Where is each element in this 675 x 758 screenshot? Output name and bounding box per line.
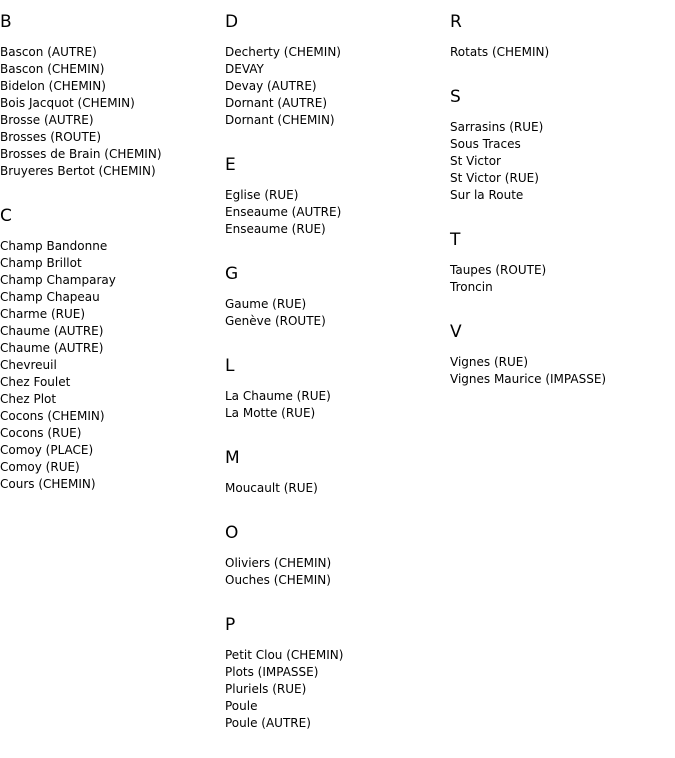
street-link[interactable]: Sarrasins (RUE) [450, 120, 544, 134]
street-link[interactable]: Bascon (CHEMIN) [0, 62, 105, 76]
letter-group-p [225, 615, 445, 732]
street-link[interactable]: Bidelon (CHEMIN) [0, 79, 106, 93]
street-link[interactable]: La Chaume (RUE) [225, 389, 331, 403]
letter-heading: M [225, 448, 240, 468]
street-link[interactable]: Rotats (CHEMIN) [450, 45, 550, 59]
letter-heading: E [225, 155, 236, 175]
street-link[interactable]: Pluriels (RUE) [225, 682, 307, 696]
street-link[interactable]: Champ Bandonne [0, 239, 108, 253]
street-link[interactable]: Champ Brillot [0, 256, 82, 270]
street-link[interactable]: Chaume (AUTRE) [0, 341, 104, 355]
street-link[interactable]: Sur la Route [450, 188, 524, 202]
street-link[interactable]: Poule [225, 699, 258, 713]
street-link[interactable]: Champ Chapeau [0, 290, 100, 304]
street-link[interactable]: La Motte (RUE) [225, 406, 316, 420]
street-link[interactable]: Poule (AUTRE) [225, 716, 311, 730]
street-list [225, 44, 445, 129]
street-list [450, 119, 670, 204]
letter-group-r [450, 12, 670, 61]
street-link[interactable]: Bruyeres Bertot (CHEMIN) [0, 164, 156, 178]
letter-heading: S [450, 87, 461, 107]
letter-heading: C [0, 206, 12, 226]
street-list [225, 296, 445, 330]
street-link[interactable]: St Victor [450, 154, 501, 168]
street-list [0, 238, 220, 493]
street-link[interactable]: Cocons (CHEMIN) [0, 409, 105, 423]
street-list [225, 388, 445, 422]
street-link[interactable]: Champ Champaray [0, 273, 116, 287]
street-link[interactable]: Bois Jacquot (CHEMIN) [0, 96, 135, 110]
letter-group-e [225, 155, 445, 238]
letter-heading: G [225, 264, 239, 284]
street-link[interactable]: DEVAY [225, 62, 264, 76]
street-link[interactable]: Comoy (PLACE) [0, 443, 94, 457]
letter-group-s [450, 87, 670, 204]
street-list [225, 647, 445, 732]
street-link[interactable]: Genève (ROUTE) [225, 314, 326, 328]
letter-group-m [225, 448, 445, 497]
street-link[interactable]: Devay (AUTRE) [225, 79, 317, 93]
street-link[interactable]: St Victor (RUE) [450, 171, 539, 185]
street-link[interactable]: Brosses de Brain (CHEMIN) [0, 147, 162, 161]
street-link[interactable]: Ouches (CHEMIN) [225, 573, 331, 587]
street-list [450, 354, 670, 388]
letter-group-g [225, 264, 445, 330]
index-column [225, 12, 445, 758]
street-link[interactable]: Bascon (AUTRE) [0, 45, 97, 59]
letter-heading: D [225, 12, 239, 32]
street-link[interactable]: Oliviers (CHEMIN) [225, 556, 332, 570]
street-link[interactable]: Charme (RUE) [0, 307, 86, 321]
letter-heading: P [225, 615, 236, 635]
letter-heading: O [225, 523, 239, 543]
street-link[interactable]: Chez Foulet [0, 375, 71, 389]
index-column [0, 12, 220, 519]
street-list [225, 480, 445, 497]
street-link[interactable]: Comoy (RUE) [0, 460, 80, 474]
street-link[interactable]: Brosses (ROUTE) [0, 130, 102, 144]
letter-group-o [225, 523, 445, 589]
street-list [450, 44, 670, 61]
street-link[interactable]: Brosse (AUTRE) [0, 113, 94, 127]
letter-group-t [450, 230, 670, 296]
street-link[interactable]: Moucault (RUE) [225, 481, 318, 495]
letter-heading: V [450, 322, 462, 342]
letter-group-v [450, 322, 670, 388]
street-list [450, 262, 670, 296]
letter-heading: T [450, 230, 461, 250]
street-link[interactable]: Petit Clou (CHEMIN) [225, 648, 344, 662]
street-list [0, 44, 220, 180]
street-link[interactable]: Sous Traces [450, 137, 521, 151]
street-link[interactable]: Cocons (RUE) [0, 426, 82, 440]
street-link[interactable]: Chaume (AUTRE) [0, 324, 104, 338]
street-link[interactable]: Enseaume (RUE) [225, 222, 326, 236]
letter-heading: L [225, 356, 235, 376]
street-link[interactable]: Vignes Maurice (IMPASSE) [450, 372, 607, 386]
street-link[interactable]: Dornant (CHEMIN) [225, 113, 335, 127]
street-link[interactable]: Troncin [450, 280, 493, 294]
street-link[interactable]: Gaume (RUE) [225, 297, 307, 311]
letter-heading: B [0, 12, 12, 32]
street-list [225, 555, 445, 589]
street-link[interactable]: Eglise (RUE) [225, 188, 299, 202]
street-link[interactable]: Chevreuil [0, 358, 57, 372]
street-link[interactable]: Plots (IMPASSE) [225, 665, 319, 679]
street-link[interactable]: Enseaume (AUTRE) [225, 205, 342, 219]
street-link[interactable]: Vignes (RUE) [450, 355, 529, 369]
street-link[interactable]: Cours (CHEMIN) [0, 477, 96, 491]
letter-group-l [225, 356, 445, 422]
street-link[interactable]: Chez Plot [0, 392, 57, 406]
letter-heading: R [450, 12, 462, 32]
street-link[interactable]: Taupes (ROUTE) [450, 263, 547, 277]
letter-group-b [0, 12, 220, 180]
letter-group-d [225, 12, 445, 129]
street-link[interactable]: Dornant (AUTRE) [225, 96, 327, 110]
index-column [450, 12, 670, 414]
street-link[interactable]: Decherty (CHEMIN) [225, 45, 341, 59]
street-list [225, 187, 445, 238]
letter-group-c [0, 206, 220, 493]
